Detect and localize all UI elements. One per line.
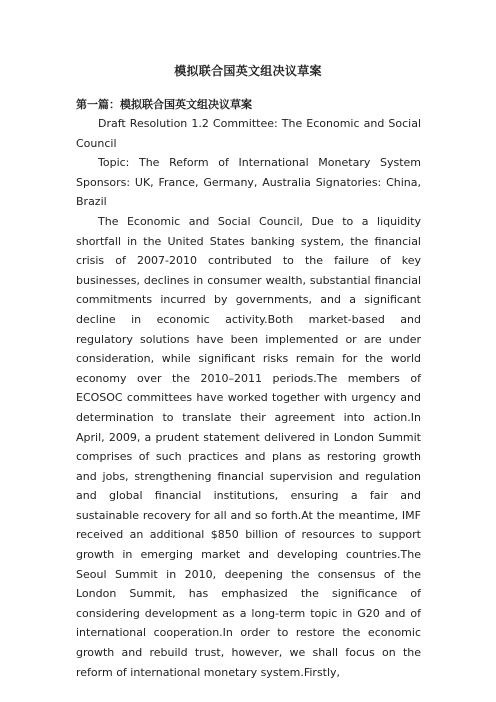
document-body <box>76 114 421 682</box>
paragraph-topic-sponsors: Topic: The Reform of International Monetary System Sponsors: UK, France, Germany, Australia Signatories: China, Brazil <box>76 156 421 209</box>
paragraph-draft-resolution: Draft Resolution 1.2 Committee: The Economic and Social Council <box>76 117 421 150</box>
document-title: 模拟联合国英文组决议草案 <box>174 64 322 78</box>
paragraph-council-preamble: The Economic and Social Council, Due to a liquidity shortfall in the United States banking system, the financial crisis of 2007-2010 contributed to the failure of key businesses, declines in consumer wealth, substantial financial commitments incurred by governments, and a significant decline in economic activity.Both market-based and regulatory solutions have been implemented or are under consideration, while significant risks remain for the world economy over the 2010–2011 periods.The members of ECOSOC committees have worked together with urgency and determination to translate their agreement into action.In April, 2009, a prudent statement delivered in London Summit comprises of such practices and plans as restoring growth and jobs, strengthening financial supervision and regulation and global financial institutions, ensuring a fair and sustainable recovery for all and so forth.At the meantime, IMF received an additional $850 billion of resources to support growth in emerging market and developing countries.The Seoul Summit in 2010, deepening the consensus of the London Summit, has emphasized the significance of considering development as a long-term topic in G20 and of international cooperation.In order to restore the economic growth and rebuild trust, however, we shall focus on the reform of international monetary system.Firstly, <box>76 214 421 679</box>
section-heading: 第一篇：模拟联合国英文组决议草案 <box>76 98 252 111</box>
